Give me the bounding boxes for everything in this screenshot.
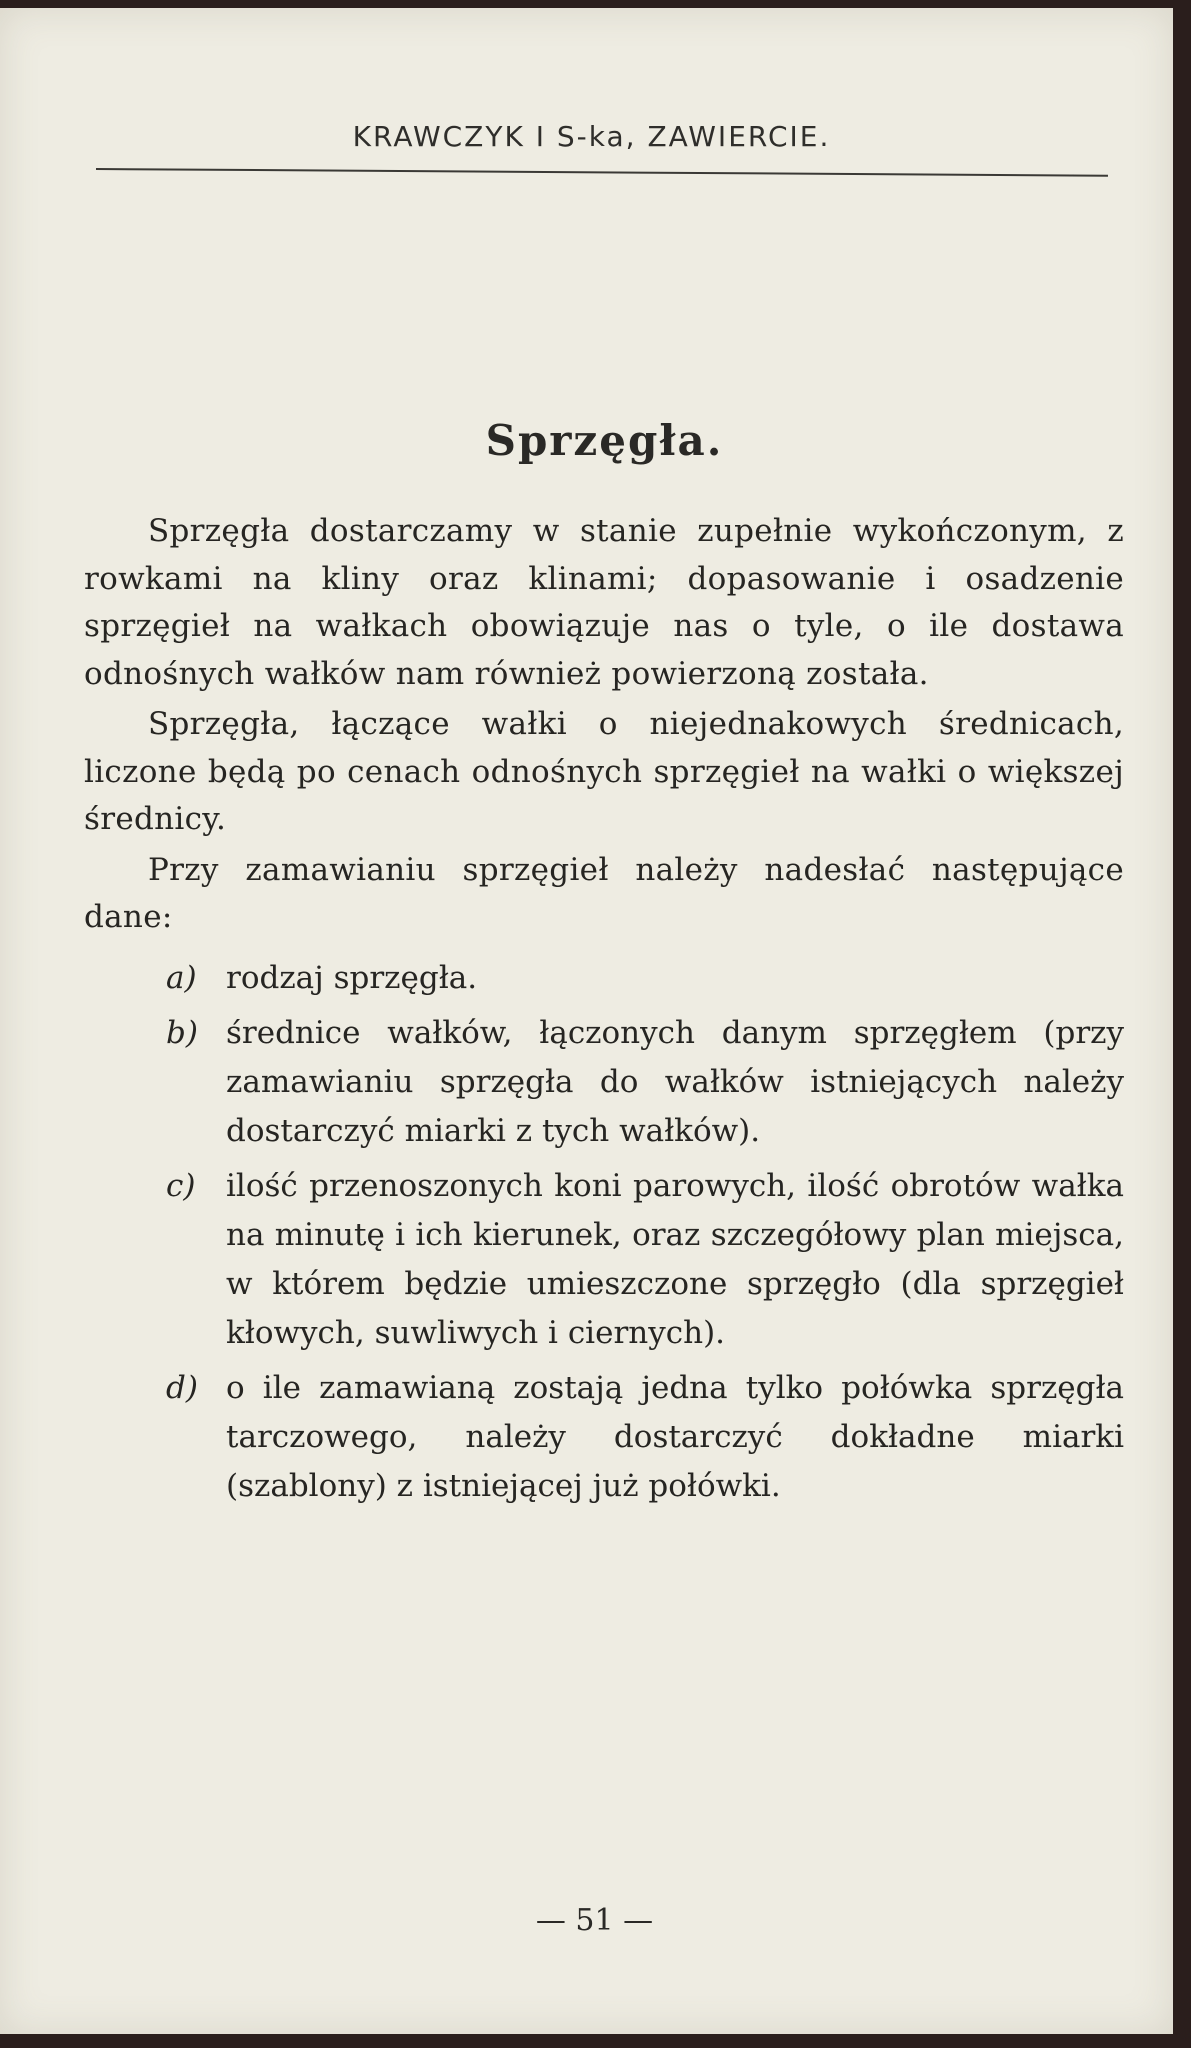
list-item-text: średnice wałków, łączonych danym sprzęgłem (przy zamawianiu sprzęgła do wałków istniejących należy dostarczyć miarki z tych wałków).: [226, 1014, 1124, 1149]
section-body: [84, 508, 1124, 1517]
list-item-letter: d): [166, 1369, 198, 1406]
list-item-text: rodzaj sprzęgła.: [226, 959, 478, 996]
book-page: [0, 8, 1173, 2034]
requirements-list: [84, 954, 1124, 1511]
list-item-letter: a): [166, 959, 197, 996]
list-item: [84, 954, 1124, 1003]
list-item: [84, 1162, 1124, 1358]
list-item-letter: b): [166, 1014, 198, 1051]
list-item-text: ilość przenoszonych koni parowych, ilość obrotów wałka na minutę i ich kierunek, oraz szczegółowy plan miejsca, w którem będzie umieszczone sprzęgło (dla sprzęgieł kłowych, suwliwych i ciernych).: [226, 1167, 1124, 1351]
running-head: KRAWCZYK I S-ka, ZAWIERCIE.: [352, 120, 831, 153]
page-number: — 51 —: [535, 1903, 654, 1938]
list-item-text: o ile zamawianą zostają jedna tylko połówka sprzęgła tarczowego, należy dostarczyć dokładne miarki (szablony) z istniejącej już połówki.: [226, 1369, 1124, 1504]
paragraph: Przy zamawianiu sprzęgieł należy nadesłać następujące dane:: [84, 851, 1124, 935]
paragraph: Sprzęgła, łączące wałki o niejednakowych średnicach, liczone będą po cenach odnośnych sprzęgieł na wałki o większej średnicy.: [84, 706, 1124, 837]
header-rule: [96, 168, 1108, 177]
list-item: [84, 1364, 1124, 1511]
paragraph: Sprzęgła dostarczamy w stanie zupełnie wykończonym, z rowkami na kliny oraz klinami; dopasowanie i osadzenie sprzęgieł na wałkach obowiązuje nas o tyle, o ile dostawa odnośnych wałków nam również powierzoną została.: [84, 513, 1124, 692]
section-title: Sprzęgła.: [485, 416, 724, 465]
list-item: [84, 1009, 1124, 1156]
list-item-letter: c): [166, 1167, 196, 1204]
